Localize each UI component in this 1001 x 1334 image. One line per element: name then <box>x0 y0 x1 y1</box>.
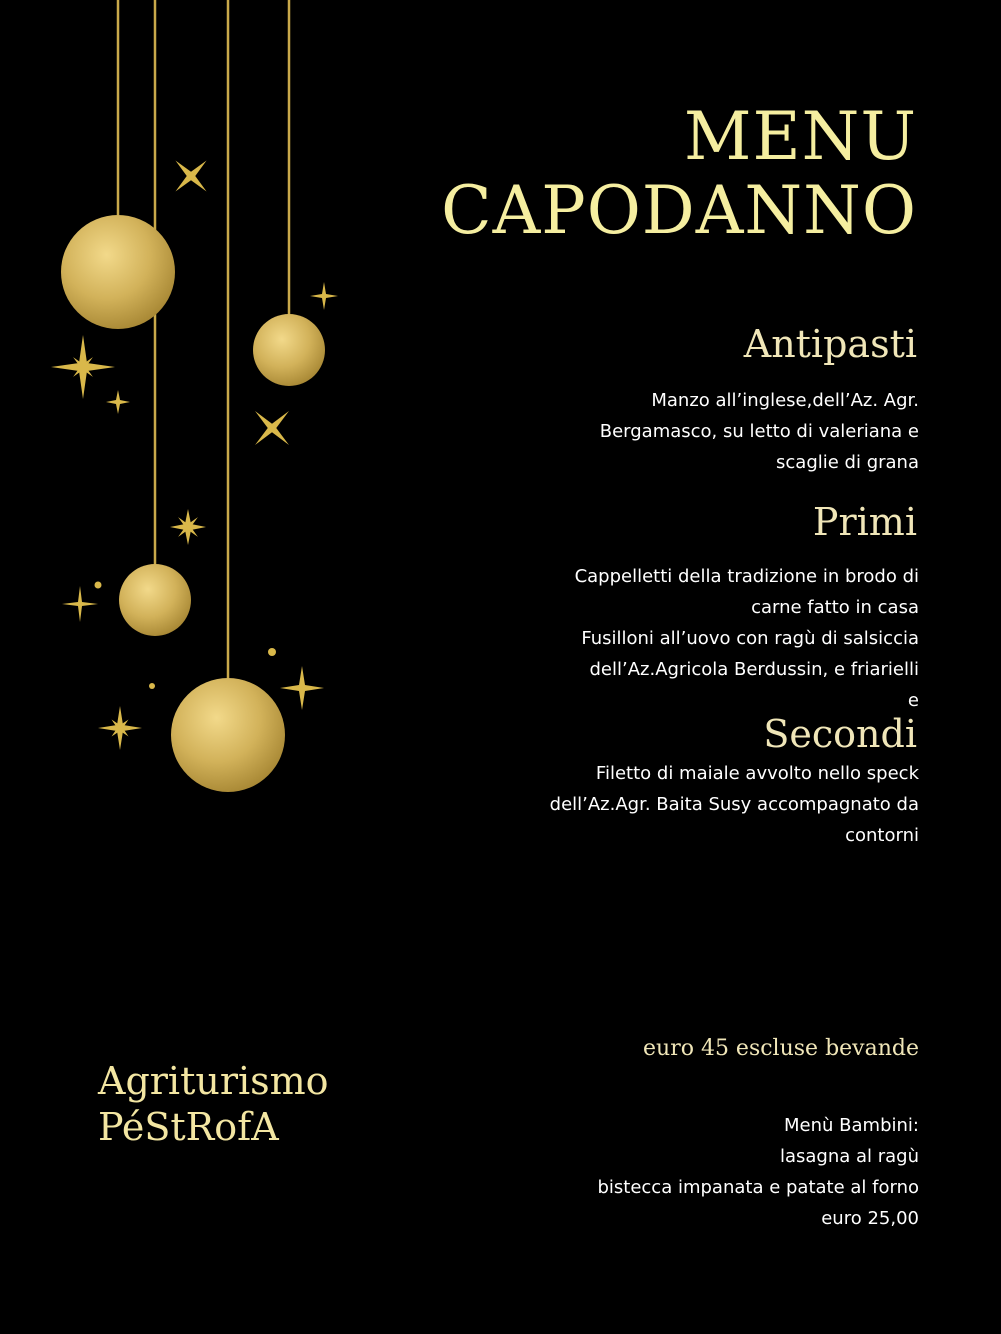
menu-title-line1: MENU <box>683 98 917 175</box>
hanging-ornament-icon <box>119 564 191 636</box>
menu-title-line2: CAPODANNO <box>441 172 917 249</box>
brand-line1: Agriturismo <box>98 1059 329 1103</box>
sparkle-dot <box>95 582 102 589</box>
sparkle-star-icon <box>62 586 98 622</box>
kids-menu: Menù Bambini: lasagna al ragù bistecca impanata e patate al forno euro 25,00 <box>597 1115 919 1229</box>
antipasti-heading: Antipasti <box>743 322 917 366</box>
menu-price: euro 45 escluse bevande <box>643 1036 919 1061</box>
sparkle-dot <box>149 683 155 689</box>
brand-line2: PéStRofA <box>98 1105 279 1149</box>
sparkle-star-icon <box>280 666 324 710</box>
hanging-ornament-icon <box>171 678 285 792</box>
primi-heading: Primi <box>812 500 917 544</box>
sparkle-star-icon <box>238 394 306 462</box>
hanging-ornaments-decoration <box>0 0 360 820</box>
secondi-heading: Secondi <box>763 712 917 756</box>
sparkle-star-icon <box>310 282 338 310</box>
primi-description: Cappelletti della tradizione in brodo di carne fatto in casa Fusilloni all’uovo con ragù di salsiccia dell’Az.Agricola Berdussin, e friarielli e <box>574 566 919 711</box>
sparkle-star-icon <box>51 335 115 399</box>
sparkle-star-icon <box>106 390 130 414</box>
sparkle-star-icon <box>160 145 222 207</box>
hanging-ornament-icon <box>61 215 175 329</box>
menu-title <box>441 100 917 248</box>
sparkle-star-icon <box>168 507 208 547</box>
hanging-ornament-icon <box>253 314 325 386</box>
secondi-description: Filetto di maiale avvolto nello speck dell’Az.Agr. Baita Susy accompagnato da contorni <box>549 763 919 846</box>
sparkle-star-icon <box>98 706 142 750</box>
sparkle-dot <box>268 648 276 656</box>
brand-name <box>98 1058 329 1150</box>
antipasti-description: Manzo all’inglese,dell’Az. Agr. Bergamasco, su letto di valeriana e scaglie di grana <box>599 390 919 473</box>
